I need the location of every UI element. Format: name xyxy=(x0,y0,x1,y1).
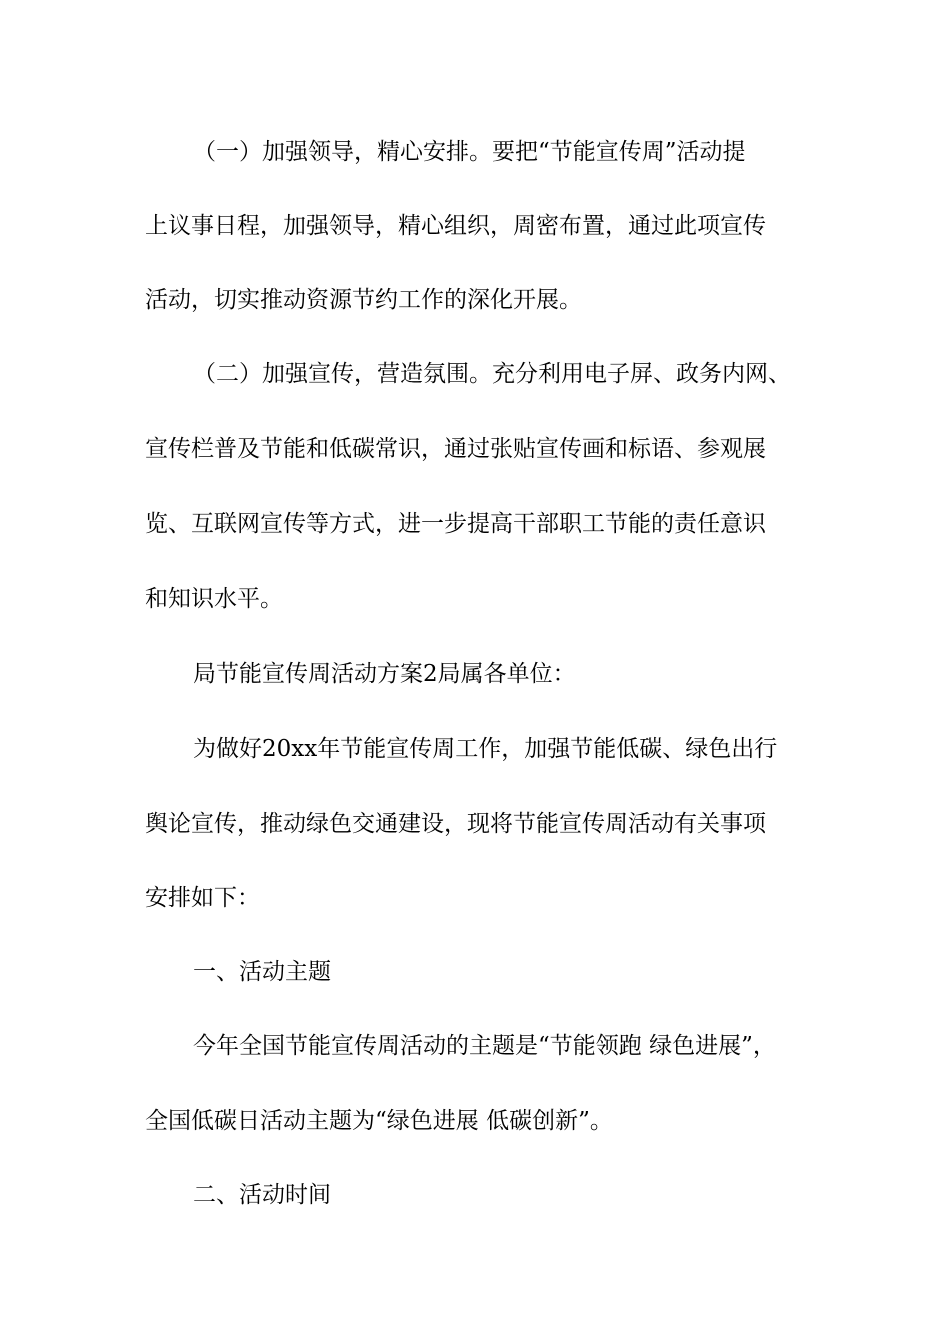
paragraph-2-line-3: 览、互联网宣传等方式，进一步提高干部职工节能的责任意识 xyxy=(145,511,766,537)
paragraph-2-line-1: （二）加强宣传，营造氛围。充分利用电子屏、政务内网、 xyxy=(193,361,791,387)
section-heading-theme: 一、活动主题 xyxy=(193,959,331,985)
plan-heading: 局节能宣传周活动方案2局属各单位： xyxy=(193,661,576,687)
paragraph-3-line-1: 为做好20xx年节能宣传周工作，加强节能低碳、绿色出行 xyxy=(193,736,778,762)
paragraph-4-line-2: 全国低碳日活动主题为“绿色进展 低碳创新”。 xyxy=(145,1108,613,1134)
section-heading-time: 二、活动时间 xyxy=(193,1182,331,1208)
paragraph-1-line-3: 活动，切实推动资源节约工作的深化开展。 xyxy=(145,287,582,313)
paragraph-3-line-3: 安排如下： xyxy=(145,885,260,911)
paragraph-1-line-1: （一）加强领导，精心安排。要把“节能宣传周”活动提 xyxy=(193,139,746,165)
paragraph-2-line-4: 和知识水平。 xyxy=(145,586,283,612)
paragraph-1-line-2: 上议事日程，加强领导，精心组织，周密布置，通过此项宣传 xyxy=(145,213,766,239)
paragraph-4-line-1: 今年全国节能宣传周活动的主题是“节能领跑 绿色进展”， xyxy=(193,1033,776,1059)
paragraph-3-line-2: 舆论宣传，推动绿色交通建设，现将节能宣传周活动有关事项 xyxy=(145,811,766,837)
paragraph-2-line-2: 宣传栏普及节能和低碳常识，通过张贴宣传画和标语、参观展 xyxy=(145,436,766,462)
